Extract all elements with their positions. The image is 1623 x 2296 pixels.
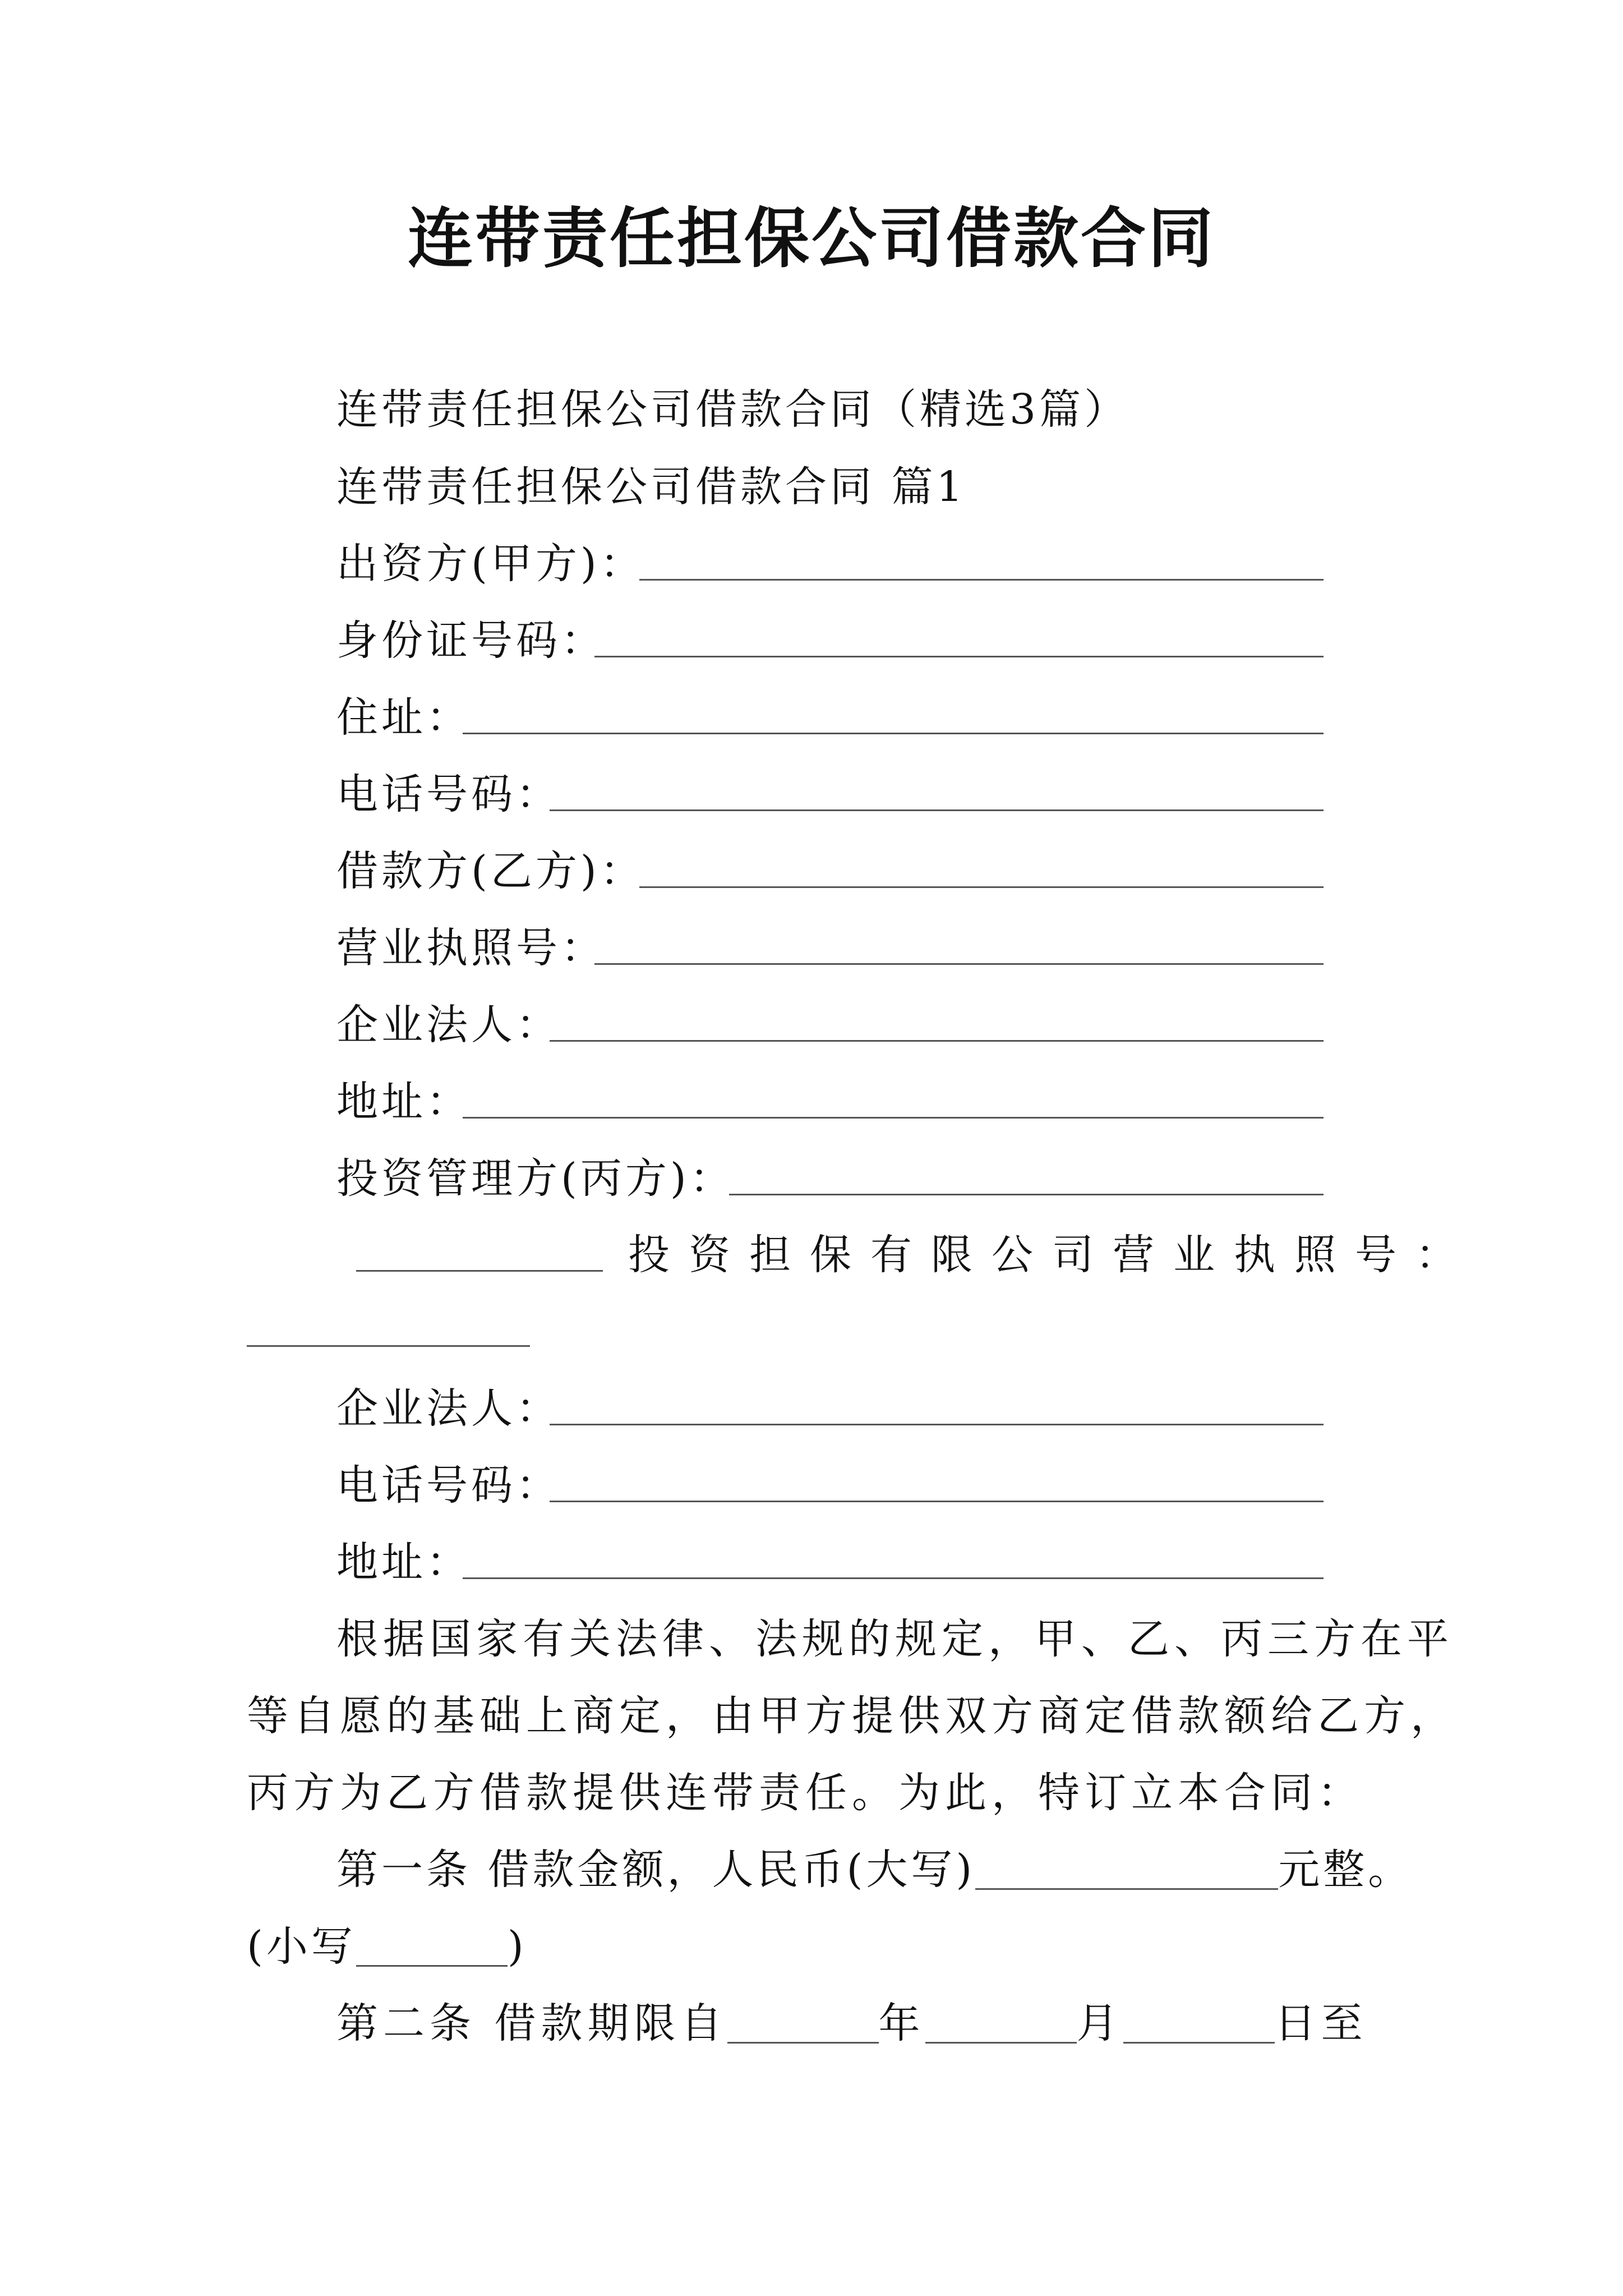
field-label: 投资管理方(丙方)： <box>336 1154 735 1203</box>
fill-in-blank <box>729 1194 1324 1195</box>
field-party-b-license <box>336 920 1324 976</box>
field-party-b-address <box>336 1074 1324 1130</box>
fill-in-blank <box>463 1117 1324 1119</box>
fill-in-blank <box>463 733 1324 734</box>
field-label: 地址： <box>336 1078 471 1126</box>
fill-in-blank <box>594 656 1324 657</box>
fill-in-blank <box>639 579 1324 581</box>
small-amount-label: (小写 <box>247 1922 356 1971</box>
year-label: 年 <box>878 1999 925 2047</box>
fill-in-blank <box>550 1501 1324 1502</box>
field-label: 企业法人： <box>336 1001 561 1049</box>
fill-in-blank <box>1123 2003 1275 2044</box>
fill-in-blank <box>356 1926 508 1967</box>
fill-in-blank <box>463 1577 1324 1579</box>
field-label: 身份证号码： <box>336 616 606 665</box>
field-label: 电话号码： <box>336 770 561 818</box>
fill-in-blank <box>727 2003 879 2044</box>
field-party-a-name <box>336 536 1324 592</box>
field-label: 地址： <box>336 1538 471 1586</box>
fill-in-blank <box>594 963 1324 965</box>
field-label: 企业法人： <box>336 1384 561 1433</box>
field-label: 借款方(乙方)： <box>336 847 645 895</box>
day-to-label: 日至 <box>1274 1999 1368 2047</box>
fill-in-blank <box>356 1227 603 1283</box>
fill-in-blank <box>550 809 1324 811</box>
field-party-c-address <box>336 1534 1324 1590</box>
fill-in-blank <box>550 1040 1324 1042</box>
field-party-b-name <box>336 843 1324 899</box>
field-label: 营业执照号： <box>336 924 606 972</box>
field-party-c-phone <box>336 1457 1324 1513</box>
article-1-text: 第一条 借款金额，人民币(大写) <box>336 1846 976 1894</box>
fill-in-blank <box>639 886 1324 888</box>
field-party-a-phone <box>336 766 1324 822</box>
article-2-text: 第二条 借款期限自 <box>336 1999 727 2047</box>
field-party-a-address <box>336 689 1324 746</box>
fill-in-blank <box>247 1345 530 1347</box>
intro-line: 等自愿的基础上商定，由甲方提供双方商定借款额给乙方， <box>247 1692 1457 1740</box>
article-1-suffix: 元整。 <box>1278 1846 1413 1894</box>
article-2 <box>336 1995 1368 2051</box>
field-label: 出资方(甲方)： <box>336 540 645 588</box>
field-party-a-id <box>336 613 1324 669</box>
field-party-b-legal-rep <box>336 997 1324 1053</box>
article-1 <box>336 1842 1413 1898</box>
fill-in-blank <box>925 2003 1077 2044</box>
company-license-label: 投资担保有限公司营业执照号： <box>628 1231 1476 1279</box>
intro-line: 丙方为乙方借款提供连带责任。为此，特订立本合同： <box>247 1769 1364 1817</box>
article-1-small <box>247 1918 527 1975</box>
document-subtitle: 连带责任担保公司借款合同（精选3篇） <box>336 385 1129 434</box>
section-heading: 连带责任担保公司借款合同 篇1 <box>336 463 966 511</box>
month-label: 月 <box>1076 1999 1123 2047</box>
small-amount-close: ) <box>507 1922 527 1971</box>
field-label: 住址： <box>336 693 471 742</box>
field-label: 电话号码： <box>336 1461 561 1510</box>
fill-in-blank <box>550 1424 1324 1425</box>
field-party-c-name <box>336 1151 1324 1207</box>
intro-line: 根据国家有关法律、法规的规定，甲、乙、丙三方在平 <box>336 1615 1454 1663</box>
fill-in-blank <box>975 1849 1278 1890</box>
document-title: 连带责任担保公司借款合同 <box>408 200 1215 277</box>
field-party-c-legal-rep <box>336 1381 1324 1437</box>
